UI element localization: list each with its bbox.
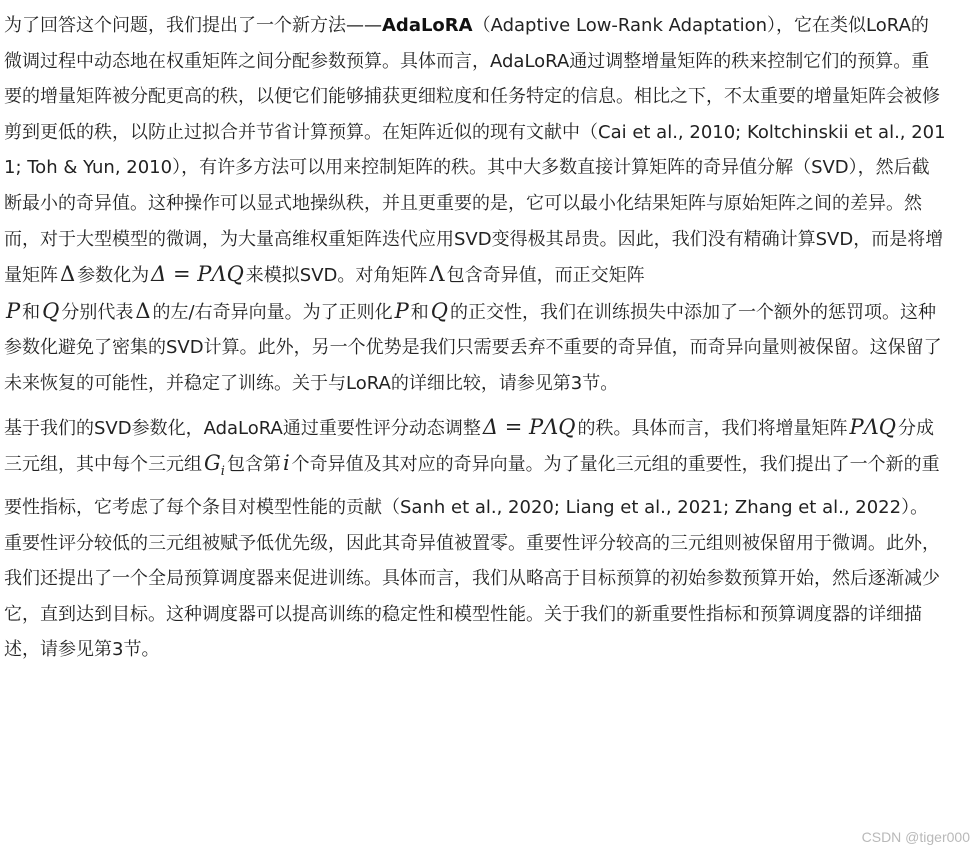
math-delta: Δ <box>135 298 151 323</box>
paragraph-2 <box>4 410 946 668</box>
p1-text-2: 参数化为 <box>77 265 150 287</box>
math-lambda: Λ <box>429 262 445 287</box>
p1-text-pre: 为了回答这个问题，我们提出了一个新方法—— <box>4 15 382 36</box>
math-q: Q <box>430 298 448 323</box>
p1-text-6: 分别代表 <box>61 301 134 323</box>
p1-text-8: 和 <box>410 301 429 323</box>
p1-text-9: 的正交性，我们在训练损失中添加了一个额外的惩罚项。这种参数化避免了密集的SVD计算。此外，另一个优势是我们只需要丢弃不重要的奇异值，而奇异向量则被保留。这保留了未来恢复的可能性，并稳定了训练。关于与LoRA的详细比较，请参见第3节。 <box>4 301 942 394</box>
p2-text-1: 基于我们的SVD参数化，AdaLoRA通过重要性评分动态调整 <box>4 417 481 439</box>
p1-text-4: 包含奇异值，而正交矩阵 <box>446 265 645 287</box>
article-body <box>4 8 946 668</box>
p1-text-5: 和 <box>22 301 41 323</box>
paragraph-1 <box>4 8 946 402</box>
math-equation: Δ = PΛQ <box>482 414 576 439</box>
math-p: P <box>6 298 21 323</box>
p1-text-7: 的左/右奇异向量。为了正则化 <box>152 301 393 323</box>
p1-text-3: 来模拟SVD。对角矩阵 <box>245 265 428 287</box>
p2-text-5: 个奇异值及其对应的奇异向量。为了量化三元组的重要性，我们提出了一个新的重要性指标，它考虑了每个条目对模型性能的贡献（Sanh et al., 2020; Liang et al., 2021; Zhang et al., 2022）。重要性评分较低的三元组被赋予低优先级，因此其奇异值被置零。重要性评分较高的三元组则被保留用于微调。此外，我们还提出了一个全局预算调度器来促进训练。具体而言，我们从略高于目标预算的初始参数预算开始，然后逐渐减少它，直到达到目标。这种调度器可以提高训练的稳定性和模型性能。关于我们的新重要性指标和预算调度器的详细描述，请参见第3节。 <box>4 454 940 661</box>
math-equation: Δ = PΛQ <box>151 262 244 287</box>
math-g-i: $G_i$ <box>204 451 225 480</box>
math-plq: PΛQ <box>849 414 897 439</box>
p2-text-3: 分成三元组，其中每个三元组 <box>4 417 935 476</box>
math-p: P <box>394 298 409 323</box>
p1-text-1: （Adaptive Low-Rank Adaptation），它在类似LoRA的微调过程中动态地在权重矩阵之间分配参数预算。具体而言，AdaLoRA通过调整增量矩阵的秩来控制它们的预算。重要的增量矩阵被分配更高的秩，以便它们能够捕获更细粒度和任务特定的信息。相比之下，不太重要的增量矩阵会被修剪到更低的秩，以防止过拟合并节省计算预算。在矩阵近似的现有文献中（Cai et al., 2010; Koltchinskii et al., 2011; Toh & Yun, 2010），有许多方法可以用来控制矩阵的秩。其中大多数直接计算矩阵的奇异值分解（SVD），然后截断最小的奇异值。这种操作可以显式地操纵秩，并且更重要的是，它可以最小化结果矩阵与原始矩阵之间的差异。然而，对于大型模型的微调，为大量高维权重矩阵迭代应用SVD变得极其昂贵。因此，我们没有精确计算SVD，而是将增量矩阵 <box>4 15 946 287</box>
p2-text-4: 包含第 <box>226 454 281 476</box>
math-q: Q <box>42 298 60 323</box>
p2-text-2: 的秩。具体而言，我们将增量矩阵 <box>577 417 848 439</box>
method-name: AdaLoRA <box>382 15 473 36</box>
math-i: i <box>282 451 290 476</box>
math-delta: Δ <box>60 262 76 287</box>
watermark: CSDN @tiger000 <box>861 829 970 845</box>
